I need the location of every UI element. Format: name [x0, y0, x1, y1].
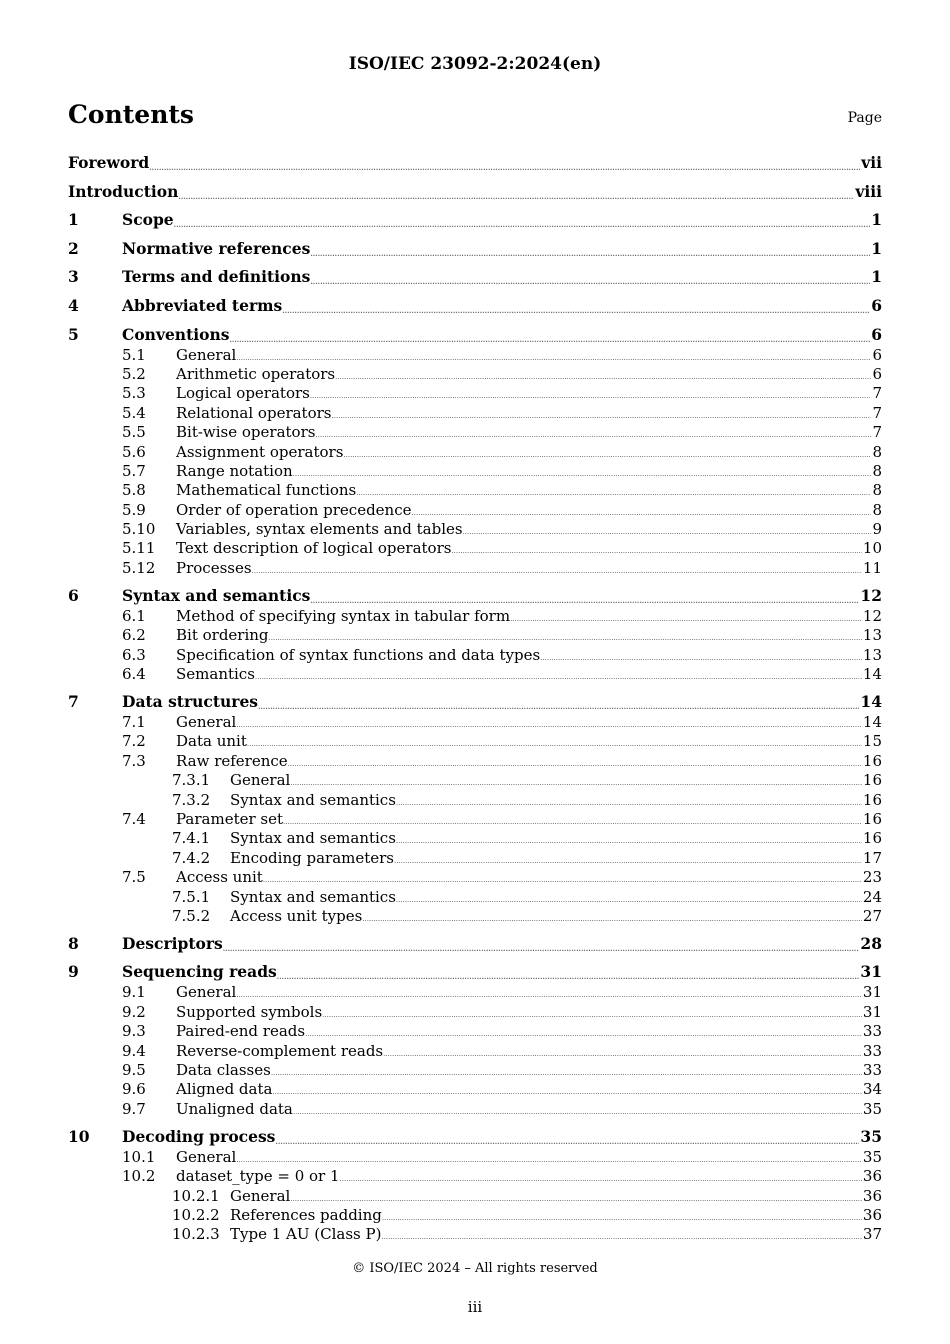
toc-entry-title[interactable]: Access unit — [176, 868, 263, 887]
toc-entry-page: 6 — [872, 364, 882, 383]
toc-entry-page: 7 — [872, 423, 882, 442]
toc-entry-page: 1 — [871, 210, 882, 230]
toc-entry-page: 16 — [862, 771, 882, 790]
toc-entry-title[interactable]: Bit-wise operators — [176, 423, 316, 442]
toc-entry-number: 6.3 — [122, 645, 146, 664]
copyright-notice: © ISO/IEC 2024 – All rights reserved — [352, 1261, 598, 1276]
toc-entry-title[interactable]: Mathematical functions — [176, 481, 357, 500]
toc-entry-page: 36 — [862, 1167, 882, 1186]
dot-leader — [362, 907, 862, 929]
toc-entry-page: 12 — [860, 585, 882, 605]
toc-entry-title[interactable]: Reverse-complement reads — [176, 1041, 384, 1060]
toc-entry[interactable] — [68, 829, 882, 848]
toc-entry-title[interactable]: Semantics — [176, 665, 255, 684]
toc-entry-number: 7.3 — [122, 751, 146, 770]
toc-entry[interactable] — [68, 1042, 882, 1061]
toc-entry-title[interactable]: Range notation — [176, 461, 293, 480]
toc-entry-number: 8 — [68, 933, 79, 953]
toc-entry[interactable] — [68, 713, 882, 732]
toc-entry-title[interactable]: dataset_type = 0 or 1 — [176, 1167, 340, 1186]
toc-entry-number: 5.8 — [122, 481, 146, 500]
toc-entry-title[interactable]: Type 1 AU (Class P) — [230, 1225, 382, 1244]
toc-entry-title[interactable]: General — [230, 1186, 291, 1205]
toc-entry[interactable] — [68, 1100, 882, 1119]
toc-entry-number: 1 — [68, 210, 79, 230]
toc-entry-title[interactable]: Conventions — [122, 324, 230, 344]
toc-entry-page: 6 — [871, 324, 882, 344]
toc-entry-title[interactable]: Raw reference — [176, 751, 288, 770]
toc-entry-number: 10.2.3 — [172, 1225, 220, 1244]
toc-entry-title[interactable]: Relational operators — [176, 403, 332, 422]
dot-leader — [223, 933, 860, 960]
toc-entry-number: 9.6 — [122, 1080, 146, 1099]
toc-entry-number: 7.4.2 — [172, 848, 211, 867]
dot-leader — [149, 152, 860, 179]
toc-entry[interactable] — [68, 295, 882, 317]
toc-entry[interactable] — [68, 646, 882, 665]
toc-entry-page: 13 — [862, 626, 882, 645]
toc-entry[interactable] — [68, 933, 882, 955]
toc-entry-page: 37 — [862, 1225, 882, 1244]
toc-entry-number: 6.4 — [122, 665, 146, 684]
toc-entry-title[interactable]: Variables, syntax elements and tables — [176, 520, 463, 539]
toc-entry-title[interactable]: Syntax and semantics — [122, 585, 311, 605]
page-column-label: Page — [847, 110, 882, 126]
toc-entry-title[interactable]: Parameter set — [176, 809, 284, 828]
toc-entry-title[interactable]: Arithmetic operators — [176, 364, 336, 383]
toc-entry-title[interactable]: Bit ordering — [176, 626, 269, 645]
toc-entry-page: 6 — [871, 295, 882, 315]
toc-entry[interactable] — [68, 665, 882, 684]
dot-leader — [310, 238, 870, 265]
toc-entry-page: 7 — [872, 403, 882, 422]
toc-entry-number: 6 — [68, 585, 79, 605]
toc-entry-number: 7.5.1 — [172, 887, 211, 906]
table-of-contents — [68, 152, 882, 1245]
toc-entry[interactable] — [68, 810, 882, 829]
toc-entry-number: 7.4 — [122, 809, 146, 828]
toc-entry-page: 36 — [862, 1186, 882, 1205]
toc-entry-page: 23 — [862, 868, 882, 887]
toc-entry-page: 16 — [862, 809, 882, 828]
toc-entry[interactable] — [68, 384, 882, 403]
toc-entry-page: 27 — [862, 906, 882, 925]
toc-entry-number: 10.2.1 — [172, 1186, 220, 1205]
toc-entry[interactable] — [68, 152, 882, 174]
toc-entry-title[interactable]: Syntax and semantics — [230, 887, 396, 906]
toc-entry[interactable] — [68, 752, 882, 771]
toc-entry-number: 5.3 — [122, 384, 146, 403]
toc-entry-number: 2 — [68, 238, 79, 258]
toc-entry-title[interactable]: Text description of logical operators — [176, 539, 452, 558]
dot-leader — [381, 1225, 861, 1247]
toc-entry[interactable] — [68, 365, 882, 384]
toc-entry-title[interactable]: Logical operators — [176, 384, 310, 403]
toc-entry-number: 6.1 — [122, 606, 146, 625]
toc-entry[interactable] — [68, 791, 882, 810]
toc-entry[interactable] — [68, 888, 882, 907]
toc-entry-title[interactable]: Data classes — [176, 1061, 271, 1080]
toc-entry-title[interactable]: Descriptors — [122, 933, 223, 953]
toc-entry[interactable] — [68, 423, 882, 442]
toc-entry-page: 8 — [872, 442, 882, 461]
toc-entry-number: 9.4 — [122, 1041, 146, 1060]
toc-entry-number: 5 — [68, 324, 79, 344]
toc-entry-page: 8 — [872, 481, 882, 500]
toc-entry-title[interactable]: Method of specifying syntax in tabular form — [176, 606, 511, 625]
toc-entry-page: 14 — [862, 713, 882, 731]
toc-entry-title[interactable]: Access unit types — [230, 906, 363, 925]
toc-entry-title[interactable]: Order of operation precedence — [176, 500, 412, 519]
toc-entry-page: viii — [855, 181, 882, 201]
toc-entry[interactable] — [68, 539, 882, 558]
toc-entry-page: 33 — [862, 1041, 882, 1060]
toc-entry-number: 3 — [68, 267, 79, 287]
toc-entry-title[interactable]: Paired-end reads — [176, 1022, 306, 1041]
toc-entry-title[interactable]: Terms and definitions — [122, 267, 311, 287]
contents-title: Contents — [68, 100, 195, 129]
toc-entry[interactable] — [68, 443, 882, 462]
toc-entry-title[interactable]: Aligned data — [176, 1080, 273, 1099]
toc-entry-number: 5.12 — [122, 558, 156, 577]
toc-entry-number: 7.1 — [122, 713, 146, 731]
toc-entry-number: 6.2 — [122, 626, 146, 645]
toc-entry-page: 13 — [862, 645, 882, 664]
toc-entry-page: 9 — [872, 520, 882, 539]
toc-entry[interactable] — [68, 266, 882, 288]
toc-entry-number: 9.3 — [122, 1022, 146, 1041]
toc-entry[interactable] — [68, 907, 882, 926]
toc-entry-page: 31 — [860, 962, 882, 982]
dot-leader — [293, 1100, 862, 1122]
toc-entry-page: 1 — [871, 267, 882, 287]
toc-entry-title[interactable]: Sequencing reads — [122, 962, 277, 982]
toc-entry-page: 35 — [860, 1126, 882, 1146]
toc-entry-number: 10.2 — [122, 1167, 156, 1186]
toc-entry[interactable] — [68, 868, 882, 887]
toc-entry[interactable] — [68, 462, 882, 481]
toc-entry-page: 14 — [862, 665, 882, 684]
toc-entry-page: 34 — [862, 1080, 882, 1099]
toc-entry-title[interactable]: Data structures — [122, 692, 259, 711]
toc-entry-title[interactable]: General — [176, 345, 237, 364]
toc-entry-title[interactable]: Specification of syntax functions and data types — [176, 645, 541, 664]
toc-entry-number: 9 — [68, 962, 79, 982]
toc-entry-title[interactable]: Supported symbols — [176, 1002, 323, 1021]
toc-entry-number: 10 — [68, 1126, 90, 1146]
dot-leader — [178, 181, 854, 208]
toc-entry-number: 7 — [68, 692, 79, 711]
toc-entry-page: 33 — [862, 1022, 882, 1041]
toc-entry[interactable] — [68, 1080, 882, 1099]
toc-entry-page: 7 — [872, 384, 882, 403]
toc-entry-number: 5.6 — [122, 442, 146, 461]
toc-entry-title[interactable]: General — [176, 1147, 237, 1166]
toc-entry-page: 11 — [862, 558, 882, 577]
toc-entry[interactable] — [68, 1206, 882, 1225]
toc-entry-number: 5.1 — [122, 345, 146, 364]
toc-entry-page: 16 — [862, 790, 882, 809]
toc-entry-number: 4 — [68, 295, 79, 315]
toc-entry-title[interactable]: General — [230, 771, 291, 790]
toc-entry[interactable] — [68, 404, 882, 423]
toc-entry-number: 5.7 — [122, 461, 146, 480]
dot-leader — [252, 559, 862, 581]
toc-entry[interactable] — [68, 1187, 882, 1206]
toc-entry-number: 7.3.2 — [172, 790, 211, 809]
toc-entry-page: 8 — [872, 500, 882, 519]
dot-leader — [310, 266, 870, 293]
toc-entry-number: 9.2 — [122, 1002, 146, 1021]
dot-leader — [174, 209, 871, 236]
toc-entry-page: 12 — [862, 606, 882, 625]
toc-entry-number: 5.11 — [122, 539, 156, 558]
toc-entry[interactable] — [68, 1167, 882, 1186]
toc-entry-title[interactable]: Decoding process — [122, 1126, 276, 1146]
toc-entry-title[interactable]: Scope — [122, 210, 174, 230]
toc-entry[interactable] — [68, 481, 882, 500]
toc-entry-number: 10.2.2 — [172, 1205, 220, 1224]
toc-entry-page: 24 — [862, 887, 882, 906]
toc-entry-number: 7.2 — [122, 732, 146, 751]
toc-entry-number: 7.5 — [122, 868, 146, 887]
toc-entry-page: 6 — [872, 345, 882, 364]
toc-entry-title[interactable]: Syntax and semantics — [230, 829, 396, 848]
toc-entry-title[interactable]: Foreword — [68, 153, 150, 172]
toc-entry-title[interactable]: General — [176, 983, 237, 1002]
toc-entry[interactable] — [68, 559, 882, 578]
toc-entry[interactable] — [68, 324, 882, 346]
toc-entry[interactable] — [68, 346, 882, 365]
toc-entry-title[interactable]: General — [176, 713, 237, 731]
toc-entry-number: 5.5 — [122, 423, 146, 442]
toc-entry[interactable] — [68, 585, 882, 607]
toc-entry[interactable] — [68, 691, 882, 713]
toc-entry[interactable] — [68, 501, 882, 520]
toc-entry-number: 5.2 — [122, 364, 146, 383]
toc-entry[interactable] — [68, 607, 882, 626]
toc-entry-page: 33 — [862, 1061, 882, 1080]
toc-entry-title[interactable]: Abbreviated terms — [122, 295, 283, 315]
toc-entry[interactable] — [68, 1022, 882, 1041]
toc-entry-page: vii — [861, 153, 882, 172]
toc-entry-title[interactable]: Introduction — [68, 181, 179, 201]
toc-entry-number: 7.5.2 — [172, 906, 211, 925]
toc-entry-page: 1 — [871, 238, 882, 258]
toc-entry[interactable] — [68, 1148, 882, 1167]
toc-entry-number: 7.4.1 — [172, 829, 211, 848]
toc-entry-page: 16 — [862, 751, 882, 770]
toc-entry-number: 10.1 — [122, 1147, 156, 1166]
toc-entry[interactable] — [68, 961, 882, 983]
toc-entry-title[interactable]: Unaligned data — [176, 1099, 293, 1118]
toc-entry[interactable] — [68, 983, 882, 1002]
toc-entry[interactable] — [68, 209, 882, 231]
toc-entry-title[interactable]: Data unit — [176, 732, 247, 751]
toc-entry-title[interactable]: Syntax and semantics — [230, 790, 396, 809]
toc-entry[interactable] — [68, 238, 882, 260]
toc-entry-number: 9.5 — [122, 1061, 146, 1080]
toc-entry-number: 9.7 — [122, 1099, 146, 1118]
toc-entry-page: 15 — [862, 732, 882, 751]
toc-entry-page: 16 — [862, 829, 882, 848]
toc-entry-page: 28 — [860, 933, 882, 953]
toc-entry-page: 31 — [862, 983, 882, 1002]
toc-entry-page: 8 — [872, 461, 882, 480]
toc-entry-page: 10 — [862, 539, 882, 558]
toc-entry-number: 7.3.1 — [172, 771, 211, 790]
toc-entry-number: 5.4 — [122, 403, 146, 422]
toc-entry-page: 35 — [862, 1147, 882, 1166]
toc-entry[interactable] — [68, 771, 882, 790]
toc-entry-page: 14 — [860, 692, 882, 711]
toc-entry[interactable] — [68, 732, 882, 751]
toc-entry-number: 5.9 — [122, 500, 146, 519]
dot-leader — [255, 665, 862, 687]
toc-entry-title[interactable]: References padding — [230, 1205, 382, 1224]
toc-entry[interactable] — [68, 1003, 882, 1022]
toc-entry-page: 17 — [862, 848, 882, 867]
toc-entry-page: 31 — [862, 1002, 882, 1021]
toc-entry[interactable] — [68, 1225, 882, 1244]
toc-entry-title[interactable]: Encoding parameters — [230, 848, 395, 867]
toc-entry-number: 9.1 — [122, 983, 146, 1002]
toc-entry-title[interactable]: Normative references — [122, 238, 311, 258]
toc-entry[interactable] — [68, 1126, 882, 1148]
toc-entry-title[interactable]: Processes — [176, 558, 252, 577]
toc-entry[interactable] — [68, 520, 882, 539]
toc-entry-title[interactable]: Assignment operators — [176, 442, 344, 461]
page-number: iii — [467, 1298, 483, 1316]
toc-entry-page: 35 — [862, 1099, 882, 1118]
toc-entry[interactable] — [68, 849, 882, 868]
toc-entry-page: 36 — [862, 1205, 882, 1224]
toc-entry[interactable] — [68, 626, 882, 645]
toc-entry[interactable] — [68, 181, 882, 203]
dot-leader — [282, 295, 870, 322]
toc-entry[interactable] — [68, 1061, 882, 1080]
document-id-header: ISO/IEC 23092-2:2024(en) — [348, 54, 602, 74]
toc-entry-number: 5.10 — [122, 520, 156, 539]
